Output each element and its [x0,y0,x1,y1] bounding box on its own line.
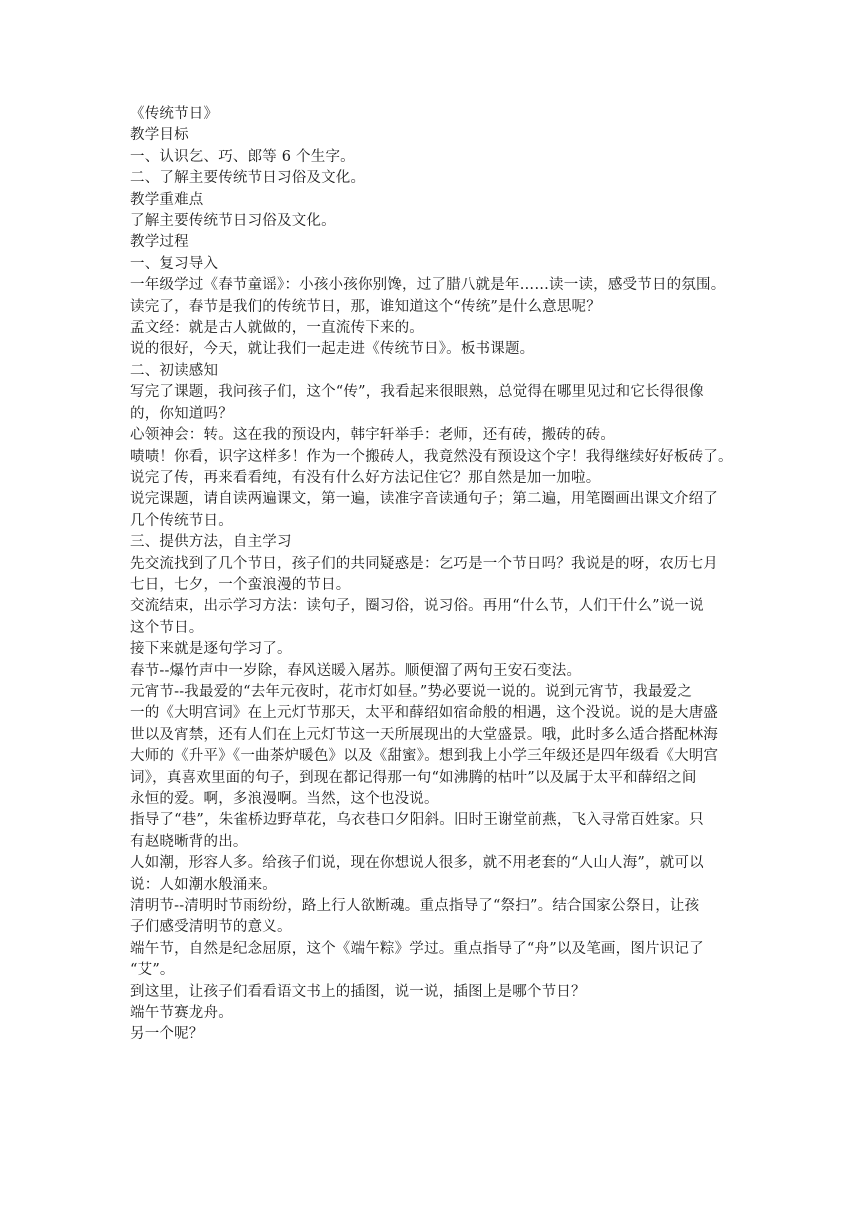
text-line: 一年级学过《春节童谣》：小孩小孩你别馋，过了腊八就是年……读一读，感受节日的氛围。 [130,277,726,294]
text-line: 说的很好，今天，就让我们一起走进《传统节日》。板书课题。 [130,341,535,358]
text-line: 孟文经：就是古人就做的，一直流传下来的。 [130,320,424,337]
text-line: 另一个呢？ [130,1026,204,1043]
text-line: 一的《大明宫词》在上元灯节那天，太平和薛绍如宿命般的相遇，这个没说。说的是大唐盛 [130,705,718,722]
text-line: 人如潮，形容人多。给孩子们说，现在你想说人很多，就不用老套的“人山人海”，就可以 [130,855,704,872]
text-line: 写完了课题，我问孩子们，这个“传”，我看起来很眼熟，总觉得在哪里见过和它长得很像 [130,384,704,401]
text-line: 接下来就是逐句学习了。 [130,641,292,658]
text-line: 端午节，自然是纪念屈原，这个《端午粽》学过。重点指导了“舟”以及笔画，图片识记了 [130,940,704,957]
text-line: 先交流找到了几个节日，孩子们的共同疑惑是：乞巧是一个节日吗？我说是的呀，农历七月 [130,555,718,572]
text-line: 子们感受清明节的意义。 [130,919,292,936]
document-body [130,104,742,1046]
text-line: “艾”。 [130,962,175,979]
document-title: 《传统节日》 [130,106,219,122]
text-line: 二、了解主要传统节日习俗及文化。 [130,170,366,187]
subsection-heading: 一、复习导入 [130,255,219,272]
text-line: 元宵节--我最爱的“去年元夜时，花市灯如昼。”势必要说一说的。说到元宵节，我最爱之 [130,683,693,700]
text-line: 心领神会：转。这在我的预设内，韩宇轩举手：老师，还有砖，搬砖的砖。 [130,427,616,444]
text-line: 的，你知道吗？ [130,405,233,422]
section-heading-objectives: 教学目标 [130,127,189,144]
text-line: 端午节赛龙舟。 [130,1005,233,1022]
text-line: 指导了“巷”，朱雀桥边野草花，乌衣巷口夕阳斜。旧时王谢堂前燕，飞入寻常百姓家。只 [130,812,704,829]
text-line: 清明节--清明时节雨纷纷，路上行人欲断魂。重点指导了“祭扫”。结合国家公祭日，让孩 [130,898,700,915]
text-line: 词》，真喜欢里面的句子，到现在都记得那一句“如沸腾的枯叶”以及属于太平和薛绍之间 [130,769,697,786]
text-line: 世以及宵禁，还有人们在上元灯节这一天所展现出的大堂盛景。哦，此时多么适合搭配林海 [130,726,718,743]
text-line: 大师的《升平》《一曲茶炉暖色》以及《甜蜜》。想到我上小学三年级还是四年级看《大明宫 [130,748,719,765]
section-heading-process: 教学过程 [130,234,189,251]
text-line: 读完了，春节是我们的传统节日，那，谁知道这个“传统”是什么意思呢？ [130,298,601,315]
text-line: 说：人如潮水般涌来。 [130,876,277,893]
text-line: 啧啧！你看，识字这样多！作为一个搬砖人，我竟然没有预设这个字！我得继续好好板砖了。 [130,448,733,465]
text-line: 说完了传，再来看看纯，有没有什么好方法记住它？那自然是加一加啦。 [130,469,601,486]
section-heading-key-points: 教学重难点 [130,191,204,208]
subsection-heading: 二、初读感知 [130,362,219,379]
text-line: 有赵晓晰背的出。 [130,833,248,850]
text-line: 七日，七夕，一个蛮浪漫的节日。 [130,576,351,593]
text-line: 一、认识乞、巧、郎等 6 个生字。 [130,148,355,165]
text-line: 这个节日。 [130,619,204,636]
text-line: 几个传统节日。 [130,512,233,529]
text-line: 交流结束，出示学习方法：读句子，圈习俗，说习俗。再用“什么节，人们干什么”说一说 [130,598,704,615]
text-line: 春节--爆竹声中一岁除，春风送暖入屠苏。顺便溜了两句王安石变法。 [130,662,582,679]
subsection-heading: 三、提供方法，自主学习 [130,534,292,551]
text-line: 了解主要传统节日习俗及文化。 [130,213,336,230]
text-line: 永恒的爱。啊，多浪漫啊。当然，这个也没说。 [130,791,439,807]
text-line: 到这里，让孩子们看看语文书上的插图，说一说，插图上是哪个节日？ [130,983,586,1000]
text-line: 说完课题，请自读两遍课文，第一遍，读准字音读通句子；第二遍，用笔圈画出课文介绍了 [130,491,718,508]
